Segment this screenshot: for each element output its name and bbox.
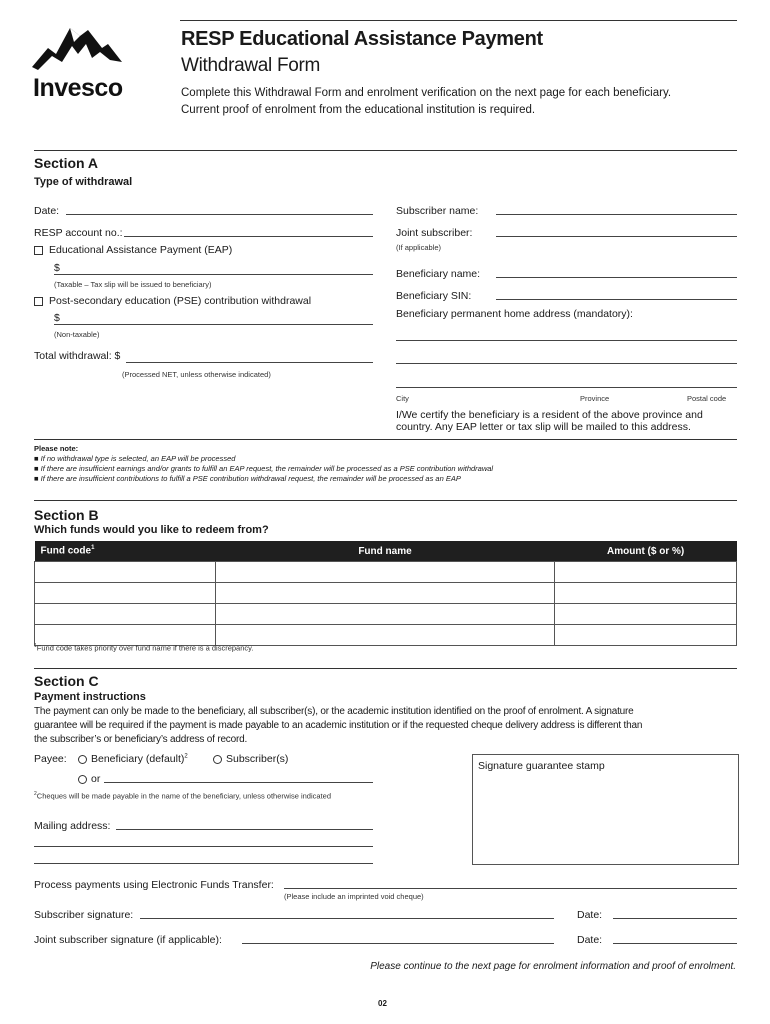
other-radio[interactable] (78, 775, 87, 784)
pse-note: (Non-taxable) (54, 330, 100, 339)
funds-table (34, 541, 737, 646)
payment-para-line-3: the subscriber’s or beneficiary’s address of record. (34, 734, 248, 745)
form-title: RESP Educational Assistance Payment (181, 28, 543, 50)
payee-or-option[interactable]: or (78, 773, 100, 785)
sin-field[interactable] (496, 299, 737, 300)
joint-signature-field[interactable] (242, 943, 554, 944)
col-fund-code: Fund code$^1$ (35, 541, 216, 562)
pse-dollar: $ (54, 312, 60, 324)
payment-para-line-1: The payment can only be made to the beneficiary, all subscriber(s), or the academic institution identified on the proof of enrolment. A signature (34, 706, 634, 717)
joint-signature-label: Joint subscriber signature (if applicable): (34, 934, 222, 946)
fund-name-cell[interactable] (215, 583, 554, 604)
city-label: City (396, 394, 409, 403)
province-label: Province (580, 394, 610, 403)
mailing-label: Mailing address: (34, 820, 111, 832)
section-c-heading: Section C (34, 673, 99, 689)
table-row (35, 562, 737, 583)
joint-date-field[interactable] (613, 943, 737, 944)
section-a-rule (34, 150, 737, 151)
eft-note: (Please include an imprinted void cheque) (284, 892, 424, 901)
col-amount: Amount ($ or %) (555, 541, 737, 562)
section-b-rule (34, 500, 737, 501)
section-a-subheading: Type of withdrawal (34, 176, 133, 188)
subscriber-radio[interactable] (213, 755, 222, 764)
mailing-field-2[interactable] (34, 846, 373, 847)
eap-note: (Taxable – Tax slip will be issued to beneficiary) (54, 280, 212, 289)
invesco-logo (30, 22, 130, 102)
subscriber-label: Subscriber name: (396, 205, 479, 217)
eap-amount-field[interactable] (54, 274, 373, 275)
section-c-subheading: Payment instructions (34, 691, 146, 703)
eap-option[interactable] (34, 244, 232, 256)
beneficiary-radio[interactable] (78, 755, 87, 764)
table-row (35, 583, 737, 604)
payee-label: Payee: (34, 753, 67, 765)
amount-cell[interactable] (555, 562, 737, 583)
section-a-heading: Section A (34, 155, 99, 171)
amount-cell[interactable] (555, 583, 737, 604)
fund-code-cell[interactable] (35, 583, 216, 604)
continue-text: Please continue to the next page for enrolment information and proof of enrolment. (370, 961, 736, 972)
intro-line-1: Complete this Withdrawal Form and enrolment verification on the next page for each beneficiary. (181, 87, 672, 99)
col-fund-name: Fund name (215, 541, 554, 562)
beneficiary-label: Beneficiary name: (396, 268, 481, 280)
joint-field[interactable] (496, 236, 737, 237)
payee-other-field[interactable] (104, 782, 373, 783)
address-line-1[interactable] (396, 340, 737, 341)
subscriber-signature-label: Subscriber signature: (34, 909, 134, 921)
funds-table-header (35, 541, 737, 562)
address-line-2[interactable] (396, 363, 737, 364)
postal-label: Postal code (687, 394, 727, 403)
payee-subscriber-option[interactable]: Subscriber(s) (213, 753, 288, 765)
eap-dollar: $ (54, 262, 60, 274)
form-subtitle: Withdrawal Form (181, 55, 321, 76)
stamp-label: Signature guarantee stamp (478, 760, 605, 772)
subscriber-date-field[interactable] (613, 918, 737, 919)
header-top-rule (180, 20, 737, 21)
eap-checkbox[interactable] (34, 246, 43, 255)
section-c-rule (34, 668, 737, 669)
fund-code-cell[interactable] (35, 562, 216, 583)
total-field[interactable] (126, 362, 373, 363)
joint-note: (If applicable) (396, 243, 442, 252)
pse-label: Post-secondary education (PSE) contribution withdrawal (49, 295, 312, 307)
beneficiary-field[interactable] (496, 277, 737, 278)
date-label: Date: (34, 205, 60, 217)
amount-cell[interactable] (555, 625, 737, 646)
fund-name-cell[interactable] (215, 625, 554, 646)
account-label: RESP account no.: (34, 227, 123, 239)
pse-option[interactable] (34, 295, 311, 307)
note-item: ■ If there are insufficient contributions to fulfill a PSE contribution withdrawal request, the remainder will be processed as an EAP (34, 474, 461, 483)
fund-footnote: $^1$Fund code takes priority over fund name if there is a discrepancy. (34, 643, 254, 653)
logo-wordmark: Invesco (33, 74, 123, 102)
eft-field[interactable] (284, 888, 737, 889)
mountain-logo-icon (30, 22, 130, 77)
section-b-subheading: Which funds would you like to redeem from? (34, 524, 269, 536)
subscriber-date-label: Date: (577, 909, 603, 921)
page-number: 02 (378, 999, 387, 1008)
joint-date-label: Date: (577, 934, 603, 946)
fund-code-cell[interactable] (35, 604, 216, 625)
note-item: ■ If no withdrawal type is selected, an EAP will be processed (34, 454, 236, 463)
eft-label: Process payments using Electronic Funds Transfer: (34, 879, 274, 891)
mailing-field-3[interactable] (34, 863, 373, 864)
sin-label: Beneficiary SIN: (396, 290, 472, 302)
subscriber-field[interactable] (496, 214, 737, 215)
table-row (35, 604, 737, 625)
certify-line-1: I/We certify the beneficiary is a resident of the above province and (396, 409, 703, 421)
total-note: (Processed NET, unless otherwise indicated) (122, 370, 271, 379)
joint-label: Joint subscriber: (396, 227, 473, 239)
address-line-3[interactable] (396, 387, 737, 388)
mailing-field-1[interactable] (116, 829, 373, 830)
total-label: Total withdrawal: $ (34, 350, 121, 362)
note-item: ■ If there are insufficient earnings and/or grants to fulfill an EAP request, the remainder will be processed as a PSE contribution withdrawal (34, 464, 494, 473)
cheque-footnote: $^2$Cheques will be made payable in the name of the beneficiary, unless otherwise indicated (34, 791, 331, 801)
pse-checkbox[interactable] (34, 297, 43, 306)
intro-line-2: Current proof of enrolment from the educational institution is required. (181, 104, 536, 116)
amount-cell[interactable] (555, 604, 737, 625)
notes-rule (34, 439, 737, 440)
certify-line-2: country. Any EAP letter or tax slip will be mailed to this address. (396, 421, 691, 433)
fund-name-cell[interactable] (215, 604, 554, 625)
address-label: Beneficiary permanent home address (mandatory): (396, 308, 633, 320)
note-heading: Please note: (34, 444, 79, 453)
payment-para-line-2: guarantee will be required if the payment is made payable to an academic institution or if the requested cheque delivery address is different than (34, 720, 643, 731)
account-field[interactable] (124, 236, 373, 237)
eap-label: Educational Assistance Payment (EAP) (49, 244, 233, 256)
date-field[interactable] (66, 214, 373, 215)
fund-name-cell[interactable] (215, 562, 554, 583)
section-b-heading: Section B (34, 507, 99, 523)
subscriber-signature-field[interactable] (140, 918, 554, 919)
pse-amount-field[interactable] (54, 324, 373, 325)
payee-beneficiary-option[interactable]: Beneficiary (default)$^2$ (78, 753, 188, 765)
